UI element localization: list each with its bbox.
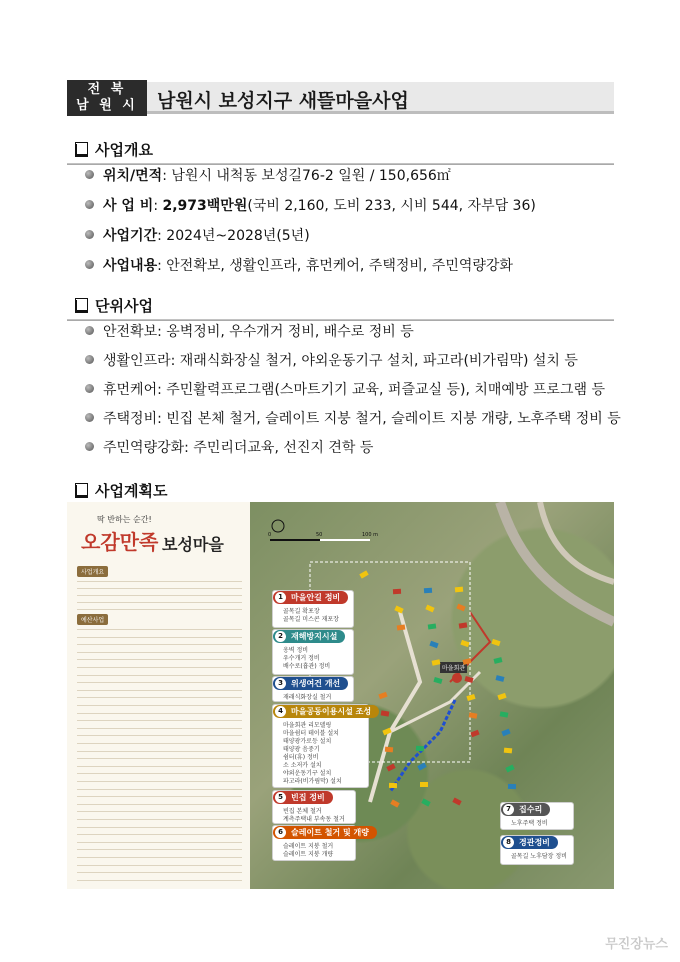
budget-row bbox=[77, 875, 242, 881]
building-marker bbox=[420, 782, 428, 787]
budget-row bbox=[77, 837, 242, 843]
aerial-map bbox=[250, 502, 614, 889]
budget-row bbox=[77, 730, 242, 736]
legend-item: 파고라(비가림막) 설치 bbox=[283, 778, 342, 785]
budget-row bbox=[77, 662, 242, 668]
legend-item: 슬레이트 지붕 철거 bbox=[283, 843, 334, 850]
legend-title: 재해방지시설 bbox=[291, 632, 338, 641]
budget-row bbox=[77, 723, 242, 729]
scale-label: 100 m bbox=[362, 532, 379, 538]
legend-box bbox=[272, 629, 354, 675]
bullet-icon bbox=[85, 170, 94, 179]
budget-row bbox=[77, 867, 242, 873]
legend-number: 6 bbox=[275, 827, 286, 838]
legend-item: 노후주택 정비 bbox=[511, 820, 548, 827]
legend-box bbox=[500, 802, 574, 830]
budget-row bbox=[77, 692, 242, 698]
section-plan bbox=[67, 482, 614, 502]
budget-row bbox=[77, 654, 242, 660]
building-marker bbox=[504, 748, 512, 754]
legend-item: 야외운동기구 설치 bbox=[283, 770, 332, 777]
legend-item: 골목길 노후담장 정비 bbox=[511, 853, 567, 860]
info-row bbox=[77, 604, 242, 610]
checkbox-icon bbox=[75, 144, 88, 157]
legend-item: 쉼터(휴) 정비 bbox=[283, 754, 319, 761]
building-marker bbox=[455, 587, 463, 593]
legend-box bbox=[272, 590, 354, 628]
bullet-icon bbox=[85, 355, 94, 364]
overview-item-budget bbox=[85, 195, 536, 215]
item-label: 사업내용 bbox=[103, 258, 158, 274]
legend-heading bbox=[273, 591, 348, 604]
plan-info-panel bbox=[67, 502, 250, 889]
budget-label: 예산사업 bbox=[77, 614, 108, 625]
legend-number: 4 bbox=[275, 706, 286, 717]
unit-item bbox=[85, 321, 414, 341]
hall-label: 마을회관 bbox=[440, 662, 467, 673]
budget-row bbox=[77, 715, 242, 721]
legend-heading bbox=[273, 826, 377, 839]
legend-number: 8 bbox=[503, 837, 514, 848]
building-marker bbox=[416, 746, 424, 752]
budget-row bbox=[77, 852, 242, 858]
legend-item: 골목길 미스콘 재포장 bbox=[283, 616, 339, 623]
legend-number: 5 bbox=[275, 792, 286, 803]
scale-label: 50 bbox=[316, 532, 323, 538]
title-bar bbox=[67, 80, 614, 116]
section-heading: 단위사업 bbox=[95, 297, 153, 315]
budget-row bbox=[77, 639, 242, 645]
legend-item: 슬레이트 지붕 개량 bbox=[283, 851, 334, 858]
unit-text: 주택정비: 빈집 본체 철거, 슬레이트 지붕 철거, 슬레이트 지붕 개량, 노후주택 정비 등 bbox=[103, 411, 621, 427]
building-marker bbox=[385, 747, 393, 753]
bullet-icon bbox=[85, 384, 94, 393]
legend-heading bbox=[273, 677, 348, 690]
unit-text: 안전확보: 옹벽정비, 우수개거 정비, 배수로 정비 등 bbox=[103, 324, 414, 340]
legend-item: 배수로(흄관) 정비 bbox=[283, 663, 331, 670]
legend-box bbox=[272, 704, 372, 788]
budget-row bbox=[77, 753, 242, 759]
item-label: 위치/면적 bbox=[103, 168, 163, 184]
legend-heading bbox=[501, 836, 558, 849]
legend-title: 집수리 bbox=[519, 805, 543, 814]
section-units bbox=[67, 297, 614, 317]
overview-item-location bbox=[85, 165, 451, 185]
item-label: 사 업 비 bbox=[103, 198, 154, 214]
legend-item: 옹벽 정비 bbox=[283, 647, 309, 654]
unit-item bbox=[85, 437, 373, 457]
bullet-icon bbox=[85, 442, 94, 451]
budget-row bbox=[77, 670, 242, 676]
legend-item: 마을회관 리모델링 bbox=[283, 722, 332, 729]
budget-row bbox=[77, 647, 242, 653]
section-heading: 사업개요 bbox=[95, 141, 153, 159]
item-text: 안전확보, 생활인프라, 휴먼케어, 주택정비, 주민역량강화 bbox=[166, 258, 513, 274]
budget-row bbox=[77, 746, 242, 752]
legend-item: 우수개거 정비 bbox=[283, 655, 320, 662]
budget-row bbox=[77, 685, 242, 691]
legend-box bbox=[500, 835, 574, 865]
region-tag bbox=[67, 80, 147, 116]
watermark: 무진장뉴스 bbox=[605, 937, 668, 952]
village-name: 보성마을 bbox=[162, 535, 224, 554]
legend-heading bbox=[501, 803, 550, 816]
section-overview bbox=[67, 141, 614, 161]
building-marker bbox=[381, 710, 390, 716]
legend-title: 경관정비 bbox=[519, 838, 550, 847]
budget-row bbox=[77, 799, 242, 805]
legend-heading bbox=[273, 705, 379, 718]
budget-row bbox=[77, 632, 242, 638]
info-row bbox=[77, 576, 242, 582]
overview-item-content bbox=[85, 255, 513, 275]
info-row bbox=[77, 597, 242, 603]
item-label: 사업기간 bbox=[103, 228, 158, 244]
unit-item bbox=[85, 350, 578, 370]
unit-text: 주민역량강화: 주민리더교육, 선진지 견학 등 bbox=[103, 440, 374, 456]
budget-row bbox=[77, 860, 242, 866]
budget-row bbox=[77, 822, 242, 828]
legend-title: 슬레이트 철거 및 개량 bbox=[291, 828, 369, 837]
section-heading: 사업계획도 bbox=[95, 482, 168, 500]
legend-box bbox=[272, 790, 356, 824]
rail-line bbox=[540, 502, 614, 582]
info-row bbox=[77, 583, 242, 589]
budget-row bbox=[77, 768, 242, 774]
budget-row bbox=[77, 700, 242, 706]
region-line2: 남 원 시 bbox=[76, 98, 138, 113]
legend-title: 빈집 정비 bbox=[291, 793, 325, 802]
item-text: 남원시 내척동 보성길76-2 일원 / 150,656㎡ bbox=[171, 168, 451, 184]
item-text: 2024년~2028년(5년) bbox=[166, 228, 310, 244]
legend-item: 마을쉼터 테이블 설치 bbox=[283, 730, 339, 737]
budget-row bbox=[77, 776, 242, 782]
item-sep: : bbox=[157, 228, 167, 244]
region-line1: 전 북 bbox=[87, 82, 127, 97]
unit-text: 휴먼케어: 주민활력프로그램(스마트기기 교육, 퍼즐교실 등), 치매예방 프로그램 등 bbox=[103, 382, 605, 398]
info-row bbox=[77, 590, 242, 596]
bullet-icon bbox=[85, 413, 94, 422]
legend-title: 마을공동이용시설 조성 bbox=[291, 707, 372, 716]
unit-text: 생활인프라: 재래식화장실 철거, 야외운동기구 설치, 파고라(비가림막) 설치 등 bbox=[103, 353, 578, 369]
legend-number: 2 bbox=[275, 631, 286, 642]
budget-row bbox=[77, 806, 242, 812]
legend-item: 태양광 음중기 bbox=[283, 746, 320, 753]
bullet-icon bbox=[85, 326, 94, 335]
tagline: 딱 반하는 순간! bbox=[97, 515, 152, 524]
logo: 오감만족 bbox=[81, 530, 159, 554]
bullet-icon bbox=[85, 260, 94, 269]
hall-marker-icon bbox=[452, 673, 462, 683]
overview-label: 사업개요 bbox=[77, 566, 108, 577]
legend-title: 위생여건 개선 bbox=[291, 679, 341, 688]
legend-number: 3 bbox=[275, 678, 286, 689]
budget-row bbox=[77, 738, 242, 744]
budget-row bbox=[77, 791, 242, 797]
legend-box bbox=[272, 676, 354, 702]
item-sep: : bbox=[157, 258, 167, 274]
checkbox-icon bbox=[75, 485, 88, 498]
budget-row bbox=[77, 708, 242, 714]
budget-row bbox=[77, 829, 242, 835]
budget-row bbox=[77, 784, 242, 790]
overview-item-period bbox=[85, 225, 310, 245]
bullet-icon bbox=[85, 200, 94, 209]
item-sep: : bbox=[153, 198, 163, 214]
item-value: 2,973백만원 bbox=[162, 198, 248, 214]
budget-row bbox=[77, 761, 242, 767]
legend-item: 재래식화장실 철거 bbox=[283, 694, 332, 701]
item-text: (국비 2,160, 도비 233, 시비 544, 자부담 36) bbox=[247, 198, 536, 214]
legend-item: 골목길 확포장 bbox=[283, 608, 320, 615]
legend-item: 계측주택내 부속동 철거 bbox=[283, 816, 345, 823]
budget-row bbox=[77, 844, 242, 850]
legend-number: 7 bbox=[503, 804, 514, 815]
bullet-icon bbox=[85, 230, 94, 239]
title-main bbox=[147, 82, 614, 114]
building-marker bbox=[393, 589, 401, 594]
legend-heading bbox=[273, 791, 333, 804]
checkbox-icon bbox=[75, 300, 88, 313]
legend-box bbox=[272, 825, 369, 861]
budget-row bbox=[77, 814, 242, 820]
plan-figure bbox=[67, 502, 614, 889]
legend-item: 빈집 본체 철거 bbox=[283, 808, 322, 815]
legend-title: 마을안길 정비 bbox=[291, 593, 341, 602]
legend-heading bbox=[273, 630, 345, 643]
scale-label: 0 bbox=[268, 532, 272, 538]
building-marker bbox=[389, 783, 397, 788]
budget-row bbox=[77, 624, 242, 630]
legend-number: 1 bbox=[275, 592, 286, 603]
legend-item: 태양광가로등 설치 bbox=[283, 738, 332, 745]
building-marker bbox=[508, 784, 516, 789]
item-sep: : bbox=[162, 168, 172, 184]
north-arrow-icon bbox=[272, 520, 284, 532]
building-marker bbox=[397, 625, 406, 631]
unit-item bbox=[85, 379, 605, 399]
budget-row bbox=[77, 677, 242, 683]
page-title: 남원시 보성지구 새뜰마을사업 bbox=[157, 90, 409, 112]
building-marker bbox=[424, 588, 432, 594]
legend-item: 소 소저카 설치 bbox=[283, 762, 322, 769]
highway-road bbox=[500, 502, 614, 622]
unit-item bbox=[85, 408, 621, 428]
